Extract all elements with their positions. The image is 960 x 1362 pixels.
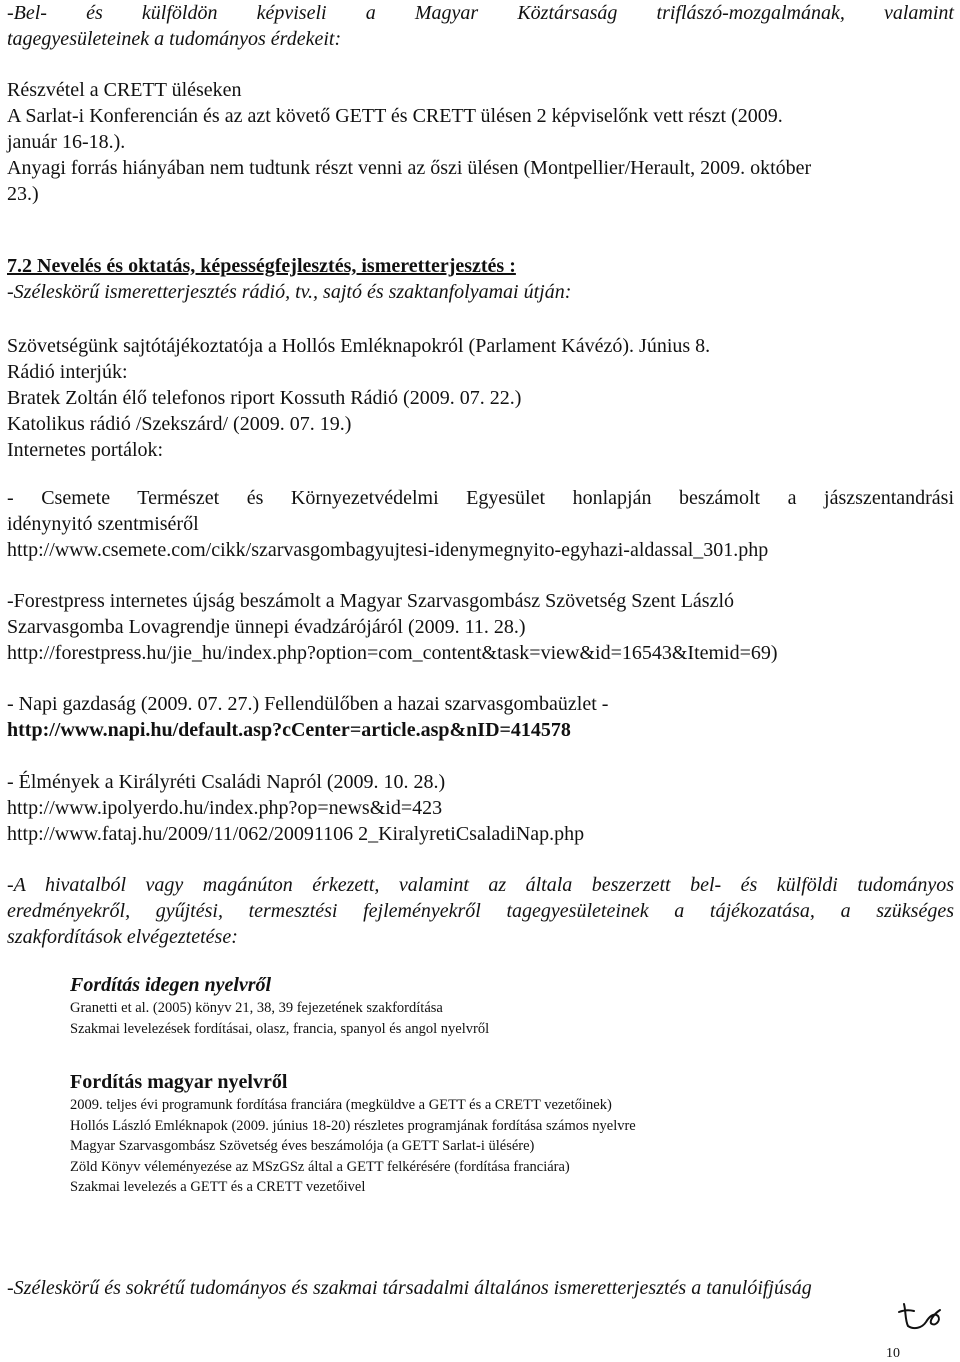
napi-line-1: - Napi gazdaság (2009. 07. 27.) Fellendülőben a hazai szarvasgombaüzlet - (7, 693, 609, 715)
katolikus-radio-line: Katolikus rádió /Szekszárd/ (2009. 07. 19.) (7, 413, 352, 435)
hungarian-item: 2009. teljes évi programunk fordítása franciára (megküldve a GETT és a CRETT vezetőinek) (70, 1097, 612, 1113)
forestpress-item (7, 588, 954, 666)
csemete-line-2: idénynyitó szentmiséről (7, 513, 199, 535)
hungarian-item: Hollós László Emléknapok (2009. június 18-20) részletes programjának fordítása számos nyelvre (70, 1117, 636, 1134)
foreign-translation-block (70, 972, 940, 1039)
ipolyerdo-url[interactable]: http://www.ipolyerdo.hu/index.php?op=news&id=423 (7, 797, 443, 819)
media-paragraph (7, 333, 954, 463)
hungarian-translation-block (70, 1069, 940, 1198)
intro-line-1: -Bel- és külföldön képviseli a Magyar Köztársaság triflászó-mozgalmának, valamint (7, 2, 954, 24)
intro-line-2: tagegyesületeinek a tudományos érdekeit: (7, 28, 342, 50)
participation-line-1: Részvétel a CRETT üléseken (7, 79, 242, 101)
csemete-item (7, 485, 954, 563)
section-7-2 (7, 253, 954, 305)
closing-paragraph (7, 1275, 954, 1301)
participation-line-3: január 16-18.). (7, 131, 126, 153)
internet-portals-label: Internetes portálok: (7, 439, 164, 461)
intro-paragraph (7, 0, 954, 52)
participation-line-5: 23.) (7, 183, 39, 205)
translation-intro-line-2: eredményekről, gyűjtési, termesztési fejleményekről tagegyesületeinek a tájékozatása, a szükséges (7, 900, 954, 922)
hungarian-item: Szakmai levelezés a GETT és a CRETT vezetőivel (70, 1179, 366, 1195)
foreign-heading: Fordítás idegen nyelvről (70, 974, 272, 996)
forestpress-line-1: -Forestpress internetes újság beszámolt a Magyar Szarvasgombász Szövetség Szent László (7, 590, 735, 612)
press-conference-line: Szövetségünk sajtótájékoztatója a Hollós Emléknapokról (Parlament Kávézó). Június 8. (7, 335, 711, 357)
napi-item (7, 691, 954, 743)
hungarian-item: Magyar Szarvasgombász Szövetség éves beszámolója (a GETT Sarlat-i ülésére) (70, 1138, 535, 1154)
participation-line-4: Anyagi forrás hiányában nem tudtunk részt venni az őszi ülésen (Montpellier/Herault, 2009. október (7, 157, 812, 179)
page-number: 10 (886, 1346, 900, 1361)
csemete-url[interactable]: http://www.csemete.com/cikk/szarvasgombagyujtesi-idenymegnyito-egyhazi-aldassal_301.php (7, 539, 769, 561)
participation-paragraph (7, 77, 954, 207)
foreign-item: Granetti et al. (2005) könyv 21, 38, 39 fejezetének szakfordítása (70, 1000, 443, 1016)
initials-signature (896, 1298, 950, 1334)
closing-line: -Széleskörű és sokrétű tudományos és szakmai társadalmi általános ismeretterjesztés a tanulóifjúság (7, 1277, 812, 1299)
forestpress-url[interactable]: http://forestpress.hu/jie_hu/index.php?option=com_content&task=view&id=16543&Itemid=69) (7, 642, 778, 664)
translation-intro-line-3: szakfordítások elvégeztetése: (7, 926, 238, 948)
section-heading: 7.2 Nevelés és oktatás, képességfejlesztés, ismeretterjesztés : (7, 255, 516, 277)
kossuth-radio-line: Bratek Zoltán élő telefonos riport Kossuth Rádió (2009. 07. 22.) (7, 387, 522, 409)
kiralyreti-line-1: - Élmények a Királyréti Családi Napról (2009. 10. 28.) (7, 771, 446, 793)
hungarian-item: Zöld Könyv véleményezése az MSzGSz által a GETT felkérésére (fordítása franciára) (70, 1158, 570, 1175)
hungarian-heading: Fordítás magyar nyelvről (70, 1071, 288, 1093)
napi-url[interactable]: http://www.napi.hu/default.asp?cCenter=article.asp&nID=414578 (7, 719, 571, 741)
foreign-item: Szakmai levelezések fordításai, olasz, francia, spanyol és angol nyelvről (70, 1020, 490, 1037)
participation-line-2: A Sarlat-i Konferencián és az azt követő GETT és CRETT ülésen 2 képviselőnk vett részt (2009. (7, 105, 783, 127)
kiralyreti-item (7, 769, 954, 847)
translation-intro-line-1: -A hivatalból vagy magánúton érkezett, valamint az általa beszerzett bel- és külföldi tudományos (7, 874, 954, 896)
csemete-line-1: - Csemete Természet és Környezetvédelmi Egyesület honlapján beszámolt a jászszentandrási (7, 487, 954, 509)
fataj-url[interactable]: http://www.fataj.hu/2009/11/062/20091106 2_KiralyretiCsaladiNap.php (7, 823, 585, 845)
radio-interviews-label: Rádió interjúk: (7, 361, 128, 383)
translation-intro (7, 872, 954, 950)
section-subheading: -Széleskörű ismeretterjesztés rádió, tv., sajtó és szaktanfolyamai útján: (7, 281, 572, 303)
forestpress-line-2: Szarvasgomba Lovagrendje ünnepi évadzárójáról (2009. 11. 28.) (7, 616, 526, 638)
